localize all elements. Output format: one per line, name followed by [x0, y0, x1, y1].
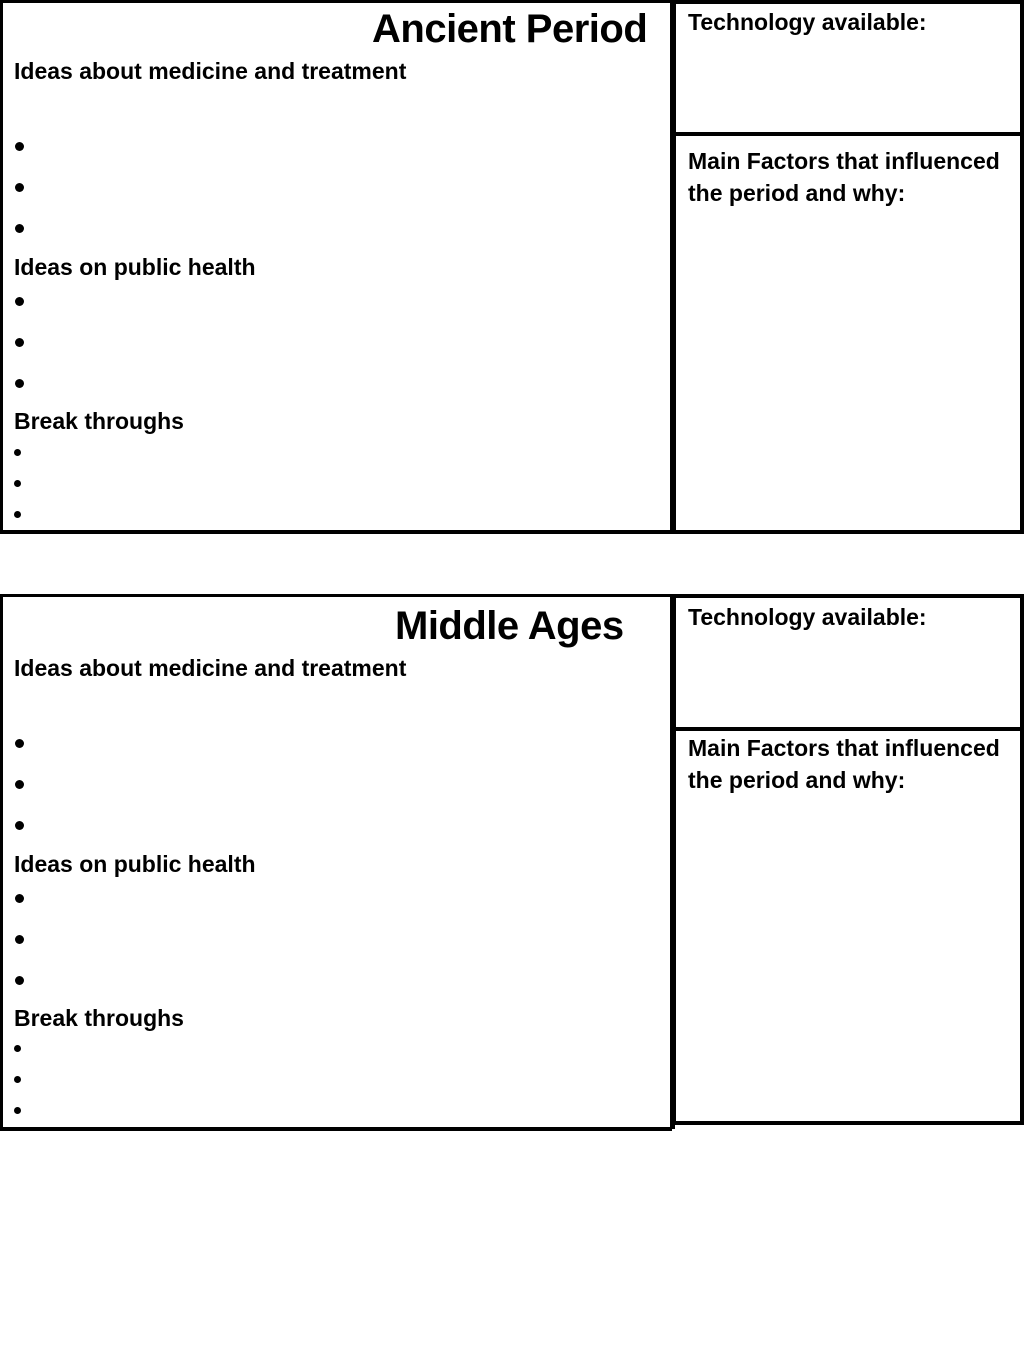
bullet-point: [15, 224, 24, 233]
factors-box: [672, 727, 1024, 1125]
bullet-point: [14, 1045, 21, 1052]
breakthroughs-heading: Break throughs: [14, 408, 184, 434]
bullet-point: [15, 338, 24, 347]
bullet-point: [15, 297, 24, 306]
technology-box: [672, 594, 1024, 731]
technology-box: [672, 0, 1024, 136]
technology-label: Technology available:: [688, 604, 927, 630]
bullet-point: [14, 449, 21, 456]
public-health-heading: Ideas on public health: [14, 254, 256, 280]
bullet-point: [15, 894, 24, 903]
panel-middle-ages: [0, 594, 1024, 1130]
technology-label: Technology available:: [688, 9, 927, 35]
bullet-point: [14, 1076, 21, 1083]
factors-label: Main Factors that influenced the period and why:: [688, 148, 1000, 206]
public-health-heading: Ideas on public health: [14, 851, 256, 877]
bullet-point: [14, 511, 21, 518]
bullet-point: [15, 183, 24, 192]
bullet-point: [15, 379, 24, 388]
medicine-heading: Ideas about medicine and treatment: [14, 655, 407, 681]
bullet-point: [14, 1107, 21, 1114]
medicine-heading: Ideas about medicine and treatment: [14, 58, 407, 84]
period-title: Middle Ages: [395, 604, 624, 648]
bullet-point: [15, 976, 24, 985]
bullet-point: [15, 935, 24, 944]
breakthroughs-heading: Break throughs: [14, 1005, 184, 1031]
factors-label: Main Factors that influenced the period and why:: [688, 735, 1000, 793]
period-title: Ancient Period: [372, 7, 648, 51]
factors-box: [672, 132, 1024, 534]
bullet-point: [15, 821, 24, 830]
bullet-point: [15, 780, 24, 789]
bullet-point: [15, 739, 24, 748]
panel-ancient-period: [0, 0, 1024, 536]
bullet-point: [15, 142, 24, 151]
bullet-point: [14, 480, 21, 487]
